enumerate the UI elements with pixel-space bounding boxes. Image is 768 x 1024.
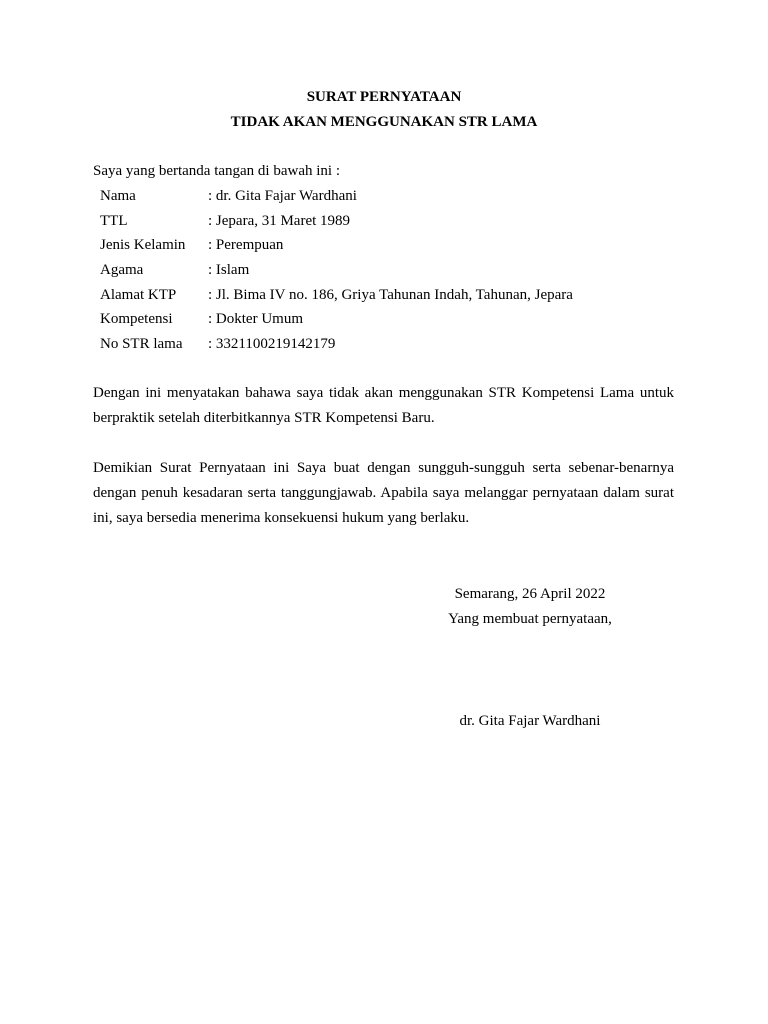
document-subtitle: TIDAK AKAN MENGGUNAKAN STR LAMA	[230, 114, 538, 130]
signer-role: Yang membuat pernyataan,	[448, 611, 612, 627]
identity-value: : 3321100219142179	[208, 336, 336, 353]
intro-text: Saya yang bertanda tangan di bawah ini :	[93, 163, 341, 179]
identity-table	[100, 187, 573, 360]
identity-label: Nama	[100, 188, 136, 204]
identity-row-agama	[100, 261, 573, 286]
identity-label: Alamat KTP	[100, 286, 177, 303]
document-title: SURAT PERNYATAAN	[306, 89, 462, 105]
identity-value: : dr. Gita Fajar Wardhani	[208, 188, 357, 204]
identity-row-nama	[100, 187, 573, 212]
identity-label: Agama	[100, 262, 144, 279]
closing-paragraph: Demikian Surat Pernyataan ini Saya buat dengan sungguh-sungguh serta sebenar-benarnya dengan penuh kesadaran serta tanggungjawab. Apabila saya melanggar pernyataan dalam surat ini, saya bersedia menerima konsekuensi hukum yang berlaku.	[93, 460, 674, 526]
statement-paragraph: Dengan ini menyatakan bahawa saya tidak akan menggunakan STR Kompetensi Lama untuk berpraktik setelah diterbitkannya STR Kompetensi Baru.	[93, 385, 674, 426]
identity-value: : Jepara, 31 Maret 1989	[208, 212, 351, 229]
identity-row-jenis-kelamin	[100, 236, 573, 261]
place-date: Semarang, 26 April 2022	[454, 586, 606, 602]
identity-value: : Perempuan	[208, 237, 284, 254]
identity-row-kompetensi	[100, 310, 573, 335]
identity-value: : Islam	[208, 262, 250, 279]
identity-row-alamat-ktp	[100, 286, 573, 311]
identity-value: : Jl. Bima IV no. 186, Griya Tahunan Indah, Tahunan, Jepara	[208, 286, 573, 303]
identity-value: : Dokter Umum	[208, 311, 303, 328]
identity-row-ttl	[100, 212, 573, 237]
identity-row-no-str-lama	[100, 335, 573, 360]
identity-label: No STR lama	[100, 336, 183, 353]
signer-name: dr. Gita Fajar Wardhani	[459, 713, 601, 729]
identity-label: Kompetensi	[100, 311, 173, 328]
identity-label: TTL	[100, 212, 128, 229]
identity-label: Jenis Kelamin	[100, 237, 186, 254]
